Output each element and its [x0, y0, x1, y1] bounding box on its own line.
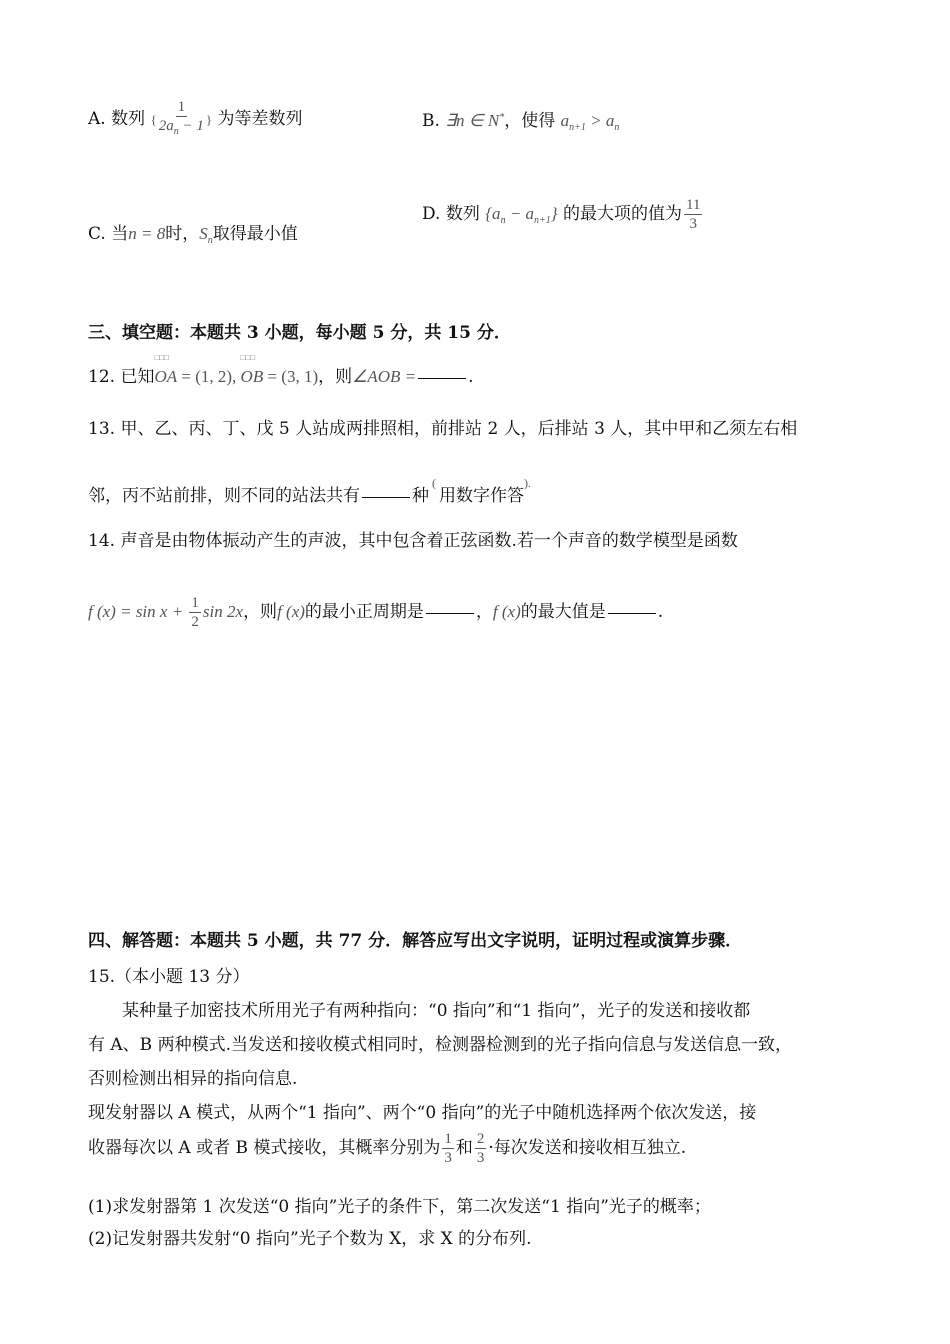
answer-blank: [418, 377, 466, 379]
question-14-line-1: 14. 声音是由物体振动产生的声波，其中包含着正弦函数.若一个声音的数学模型是函数: [88, 531, 738, 551]
answer-blank: [362, 496, 410, 498]
question-15-title: 15.（本小题 13 分）: [88, 967, 250, 987]
vector-oa: □□□ OA: [154, 367, 177, 387]
vector-ob: □□□ OB: [241, 367, 264, 387]
section-4-heading: 四、解答题：本题共 5 小题，共 77 分．解答应写出文字说明，证明过程或演算步骤．: [88, 931, 743, 951]
q15-subquestion-1: (1)求发射器第 1 次发送“0 指向”光子的条件下，第二次发送“1 指向”光子的概率；: [88, 1197, 711, 1217]
question-13-line-1: 13. 甲、乙、丙、丁、戊 5 人站成两排照相，前排站 2 人，后排站 3 人，其中甲和乙须左右相: [88, 419, 798, 439]
option-a: A. 数列 { $\frac{1}{2a_n - 1}$ } 为等差数列: [88, 98, 303, 141]
q15-para-2: 有 A、B 两种模式.当发送和接收模式相同时，检测器检测到的光子指向信息与发送信息一致，: [88, 1035, 792, 1055]
option-d: D. 数列 $\{a_n - a_{n+1}\}$ 的最大项的值为 $\frac{11}{3}$: [422, 197, 701, 232]
q15-para-3: 否则检测出相异的指向信息.: [88, 1069, 298, 1089]
section-3-heading: 三、填空题：本题共 3 小题，每小题 5 分，共 15 分．: [88, 323, 511, 343]
answer-blank: [426, 612, 474, 614]
formula-fraction: $\frac{1}{2}$: [191, 595, 199, 630]
option-b: B. ∃n ∈ N*，使得 $a_{n+1} > a_n$: [422, 111, 620, 133]
question-12: 12. 已知□□□ OA = (1, 2), □□□ OB = (3, 1)，则∠AOB = .: [88, 362, 474, 387]
probability-b-fraction: $\frac{2}{3}$: [476, 1131, 485, 1166]
formula: f (x) = sin x +: [88, 602, 188, 621]
option-a-fraction: $\frac{1}{2a_n - 1}$: [158, 99, 204, 137]
q15-subquestion-2: (2)记发射器共发射“0 指向”光子个数为 X，求 X 的分布列.: [88, 1229, 532, 1249]
option-d-sequence: $\{a_n - a_{n+1}\}$: [485, 204, 558, 226]
angle-aob: ∠AOB =: [352, 367, 417, 386]
option-b-math: ∃n ∈ N*: [445, 111, 505, 130]
probability-a-fraction: $\frac{1}{3}$: [444, 1131, 452, 1166]
answer-blank: [608, 612, 656, 614]
option-a-prefix: A. 数列: [88, 109, 146, 129]
question-14-line-2: f (x) = sin x + $\frac{1}{2}$ sin 2x，则f (x)的最小正周期是 ，f (x)的最大值是 .: [88, 595, 664, 630]
q15-para-4: 现发射器以 A 模式，从两个“1 指向”、两个“0 指向”的光子中随机选择两个依次发送，接: [88, 1103, 757, 1123]
q15-para-1: 某种量子加密技术所用光子有两种指向：“0 指向”和“1 指向”，光子的发送和接收都: [122, 1001, 751, 1021]
question-13-line-2: 邻，丙不站前排，则不同的站法共有 种(用数字作答).: [88, 476, 531, 506]
option-c: C. 当n = 8时，$S_n$取得最小值: [88, 224, 298, 246]
option-d-fraction: $\frac{11}{3}$: [686, 197, 701, 232]
option-a-suffix: 为等差数列: [217, 109, 303, 129]
option-c-math: n = 8: [128, 224, 166, 243]
brace-left: {: [150, 112, 157, 127]
q15-para-5: 收器每次以 A 或者 B 模式接收，其概率分别为 $\frac{1}{3}$ 和 $\frac{2}{3}$ ·每次发送和接收相互独立.: [88, 1131, 687, 1166]
